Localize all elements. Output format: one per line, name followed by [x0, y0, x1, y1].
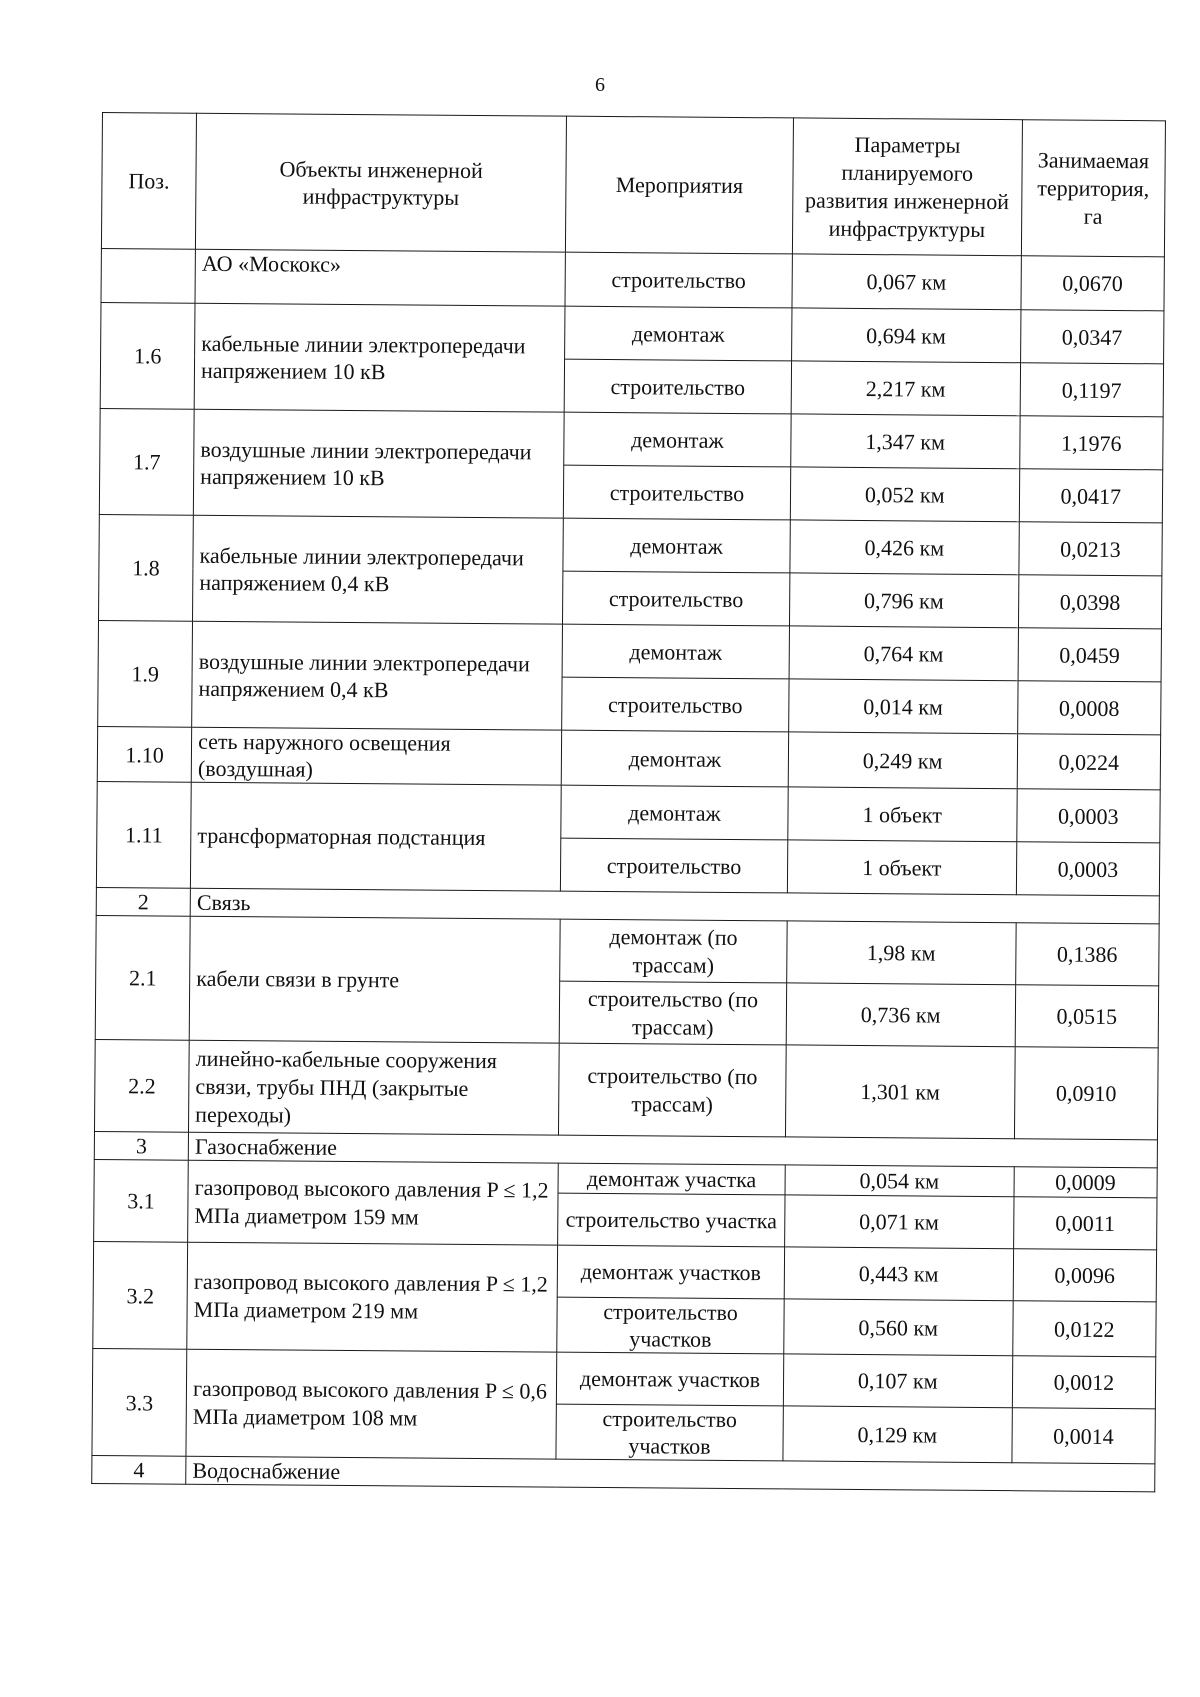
cell-action: строительство [563, 571, 790, 626]
cell-param: 0,443 км [784, 1247, 1013, 1301]
cell-object: воздушные линии электропередачи напряжением 10 кВ [193, 409, 564, 518]
header-pos: Поз. [101, 113, 196, 250]
cell-pos: 3.2 [93, 1241, 188, 1349]
cell-object: сеть наружного освещения (воздушная) [191, 727, 561, 785]
cell-param: 0,071 км [784, 1195, 1013, 1249]
cell-action: строительство участков [557, 1297, 784, 1354]
cell-action: демонтаж участков [557, 1245, 784, 1299]
cell-area: 0,0014 [1012, 1408, 1156, 1464]
table-row [101, 302, 1164, 363]
cell-pos [101, 248, 196, 303]
infrastructure-table [91, 112, 1166, 1492]
table-row [93, 1241, 1156, 1301]
cell-area: 0,0910 [1014, 1047, 1158, 1140]
cell-pos: 1.7 [99, 408, 194, 515]
cell-area: 0,0670 [1021, 256, 1165, 311]
cell-area: 0,0347 [1020, 310, 1164, 364]
cell-param: 2,217 км [791, 361, 1020, 416]
cell-param: 0,054 км [785, 1165, 1014, 1197]
cell-param: 1,301 км [785, 1045, 1015, 1139]
cell-pos: 1.9 [98, 620, 193, 727]
cell-param: 0,067 км [792, 254, 1021, 310]
table-row [101, 248, 1164, 310]
cell-area: 0,0009 [1014, 1167, 1158, 1198]
cell-object: линейно-кабельные сооружения связи, трубы ПНД (закрытые переходы) [189, 1040, 560, 1135]
cell-action: строительство [562, 677, 789, 732]
cell-area: 0,0008 [1017, 681, 1161, 735]
cell-object: кабельные линии электропередачи напряжением 0,4 кВ [193, 515, 564, 624]
cell-area: 1,1976 [1019, 416, 1163, 470]
table-row [94, 1039, 1158, 1139]
cell-pos: 1.8 [99, 514, 194, 621]
cell-param: 1 объект [788, 787, 1017, 842]
cell-action: строительство [565, 252, 792, 308]
cell-param: 1,347 км [791, 414, 1020, 469]
cell-action: строительство участка [558, 1193, 785, 1247]
table-row [96, 915, 1159, 985]
cell-object: АО «Москокс» [195, 249, 565, 306]
cell-object: воздушные линии электропередачи напряжением 0,4 кВ [192, 621, 563, 730]
cell-pos: 2.1 [95, 915, 190, 1040]
section-title: Газоснабжение [188, 1132, 1157, 1168]
page-number: 6 [595, 74, 605, 96]
cell-param: 0,796 км [789, 573, 1018, 628]
cell-action: демонтаж [561, 730, 788, 787]
cell-area: 0,0515 [1015, 985, 1159, 1048]
section-number: 3 [94, 1131, 188, 1160]
cell-param: 0,107 км [783, 1354, 1012, 1408]
table-row [97, 726, 1160, 789]
cell-area: 0,0122 [1012, 1301, 1156, 1357]
cell-area: 0,0417 [1019, 469, 1163, 523]
cell-area: 0,1386 [1015, 923, 1159, 986]
cell-param: 0,129 км [783, 1406, 1012, 1463]
cell-object: кабели связи в грунте [189, 916, 560, 1043]
cell-area: 0,0224 [1017, 734, 1161, 790]
cell-action: демонтаж участков [556, 1352, 783, 1406]
cell-action: строительство (по трассам) [559, 981, 786, 1045]
header-area: Занимаемая территория, га [1021, 120, 1165, 257]
section-number: 2 [96, 887, 190, 916]
cell-param: 0,052 км [790, 467, 1019, 522]
table-row [100, 408, 1163, 469]
cell-area: 0,0012 [1012, 1356, 1156, 1409]
cell-area: 0,1197 [1020, 363, 1164, 417]
cell-pos: 1.11 [96, 781, 191, 888]
cell-action: демонтаж [564, 412, 791, 467]
cell-action: демонтаж (по трассам) [560, 919, 787, 983]
cell-object: трансформаторная подстанция [191, 782, 562, 891]
section-title: Связь [190, 888, 1159, 924]
table-row [97, 781, 1160, 842]
table-row [99, 514, 1162, 575]
table-row [98, 620, 1161, 681]
section-title: Водоснабжение [186, 1456, 1155, 1492]
cell-param: 1,98 км [786, 921, 1015, 985]
header-actions: Мероприятия [566, 116, 794, 254]
cell-action: демонтаж [561, 785, 788, 840]
cell-param: 0,694 км [791, 308, 1020, 363]
cell-param: 0,764 км [789, 626, 1018, 681]
cell-area: 0,0096 [1013, 1249, 1157, 1302]
cell-action: демонтаж [565, 306, 792, 361]
cell-action: демонтаж [562, 624, 789, 679]
cell-object: кабельные линии электропередачи напряжением 10 кВ [194, 303, 565, 412]
cell-area: 0,0459 [1018, 628, 1162, 682]
cell-param: 0,560 км [784, 1299, 1013, 1356]
cell-pos: 3.1 [94, 1159, 189, 1242]
cell-object: газопровод высокого давления P ≤ 1,2 МПа диаметром 219 мм [187, 1242, 558, 1352]
cell-param: 0,014 км [788, 679, 1017, 734]
cell-action: строительство [563, 465, 790, 520]
cell-area: 0,0398 [1018, 575, 1162, 629]
cell-pos: 3.3 [92, 1348, 187, 1456]
header-objects: Объекты инженерной инфраструктуры [196, 113, 567, 252]
cell-area: 0,0213 [1019, 522, 1163, 576]
cell-pos: 1.10 [97, 726, 192, 782]
section-number: 4 [92, 1455, 186, 1484]
cell-action: строительство [564, 359, 791, 414]
cell-area: 0,0011 [1013, 1197, 1157, 1250]
cell-param: 0,736 км [786, 983, 1015, 1047]
cell-object: газопровод высокого давления P ≤ 1,2 МПа диаметром 159 мм [188, 1160, 559, 1245]
cell-action: строительство [561, 838, 788, 893]
cell-action: демонтаж [563, 518, 790, 573]
cell-pos: 2.2 [94, 1039, 189, 1132]
cell-object: газопровод высокого давления P ≤ 0,6 МПа диаметром 108 мм [186, 1349, 557, 1459]
table-row [92, 1348, 1155, 1408]
cell-area: 0,0003 [1016, 842, 1160, 896]
cell-area: 0,0003 [1016, 789, 1160, 843]
cell-action: строительство участков [556, 1404, 783, 1461]
cell-param: 0,426 км [790, 520, 1019, 575]
table-header-row [101, 113, 1165, 257]
cell-param: 0,249 км [788, 732, 1017, 789]
cell-action: демонтаж участка [558, 1163, 785, 1195]
header-params: Параметры планируемого развития инженерной инфраструктуры [792, 118, 1022, 256]
cell-action: строительство (по трассам) [559, 1043, 786, 1137]
cell-pos: 1.6 [100, 302, 195, 409]
cell-param: 1 объект [787, 840, 1016, 895]
